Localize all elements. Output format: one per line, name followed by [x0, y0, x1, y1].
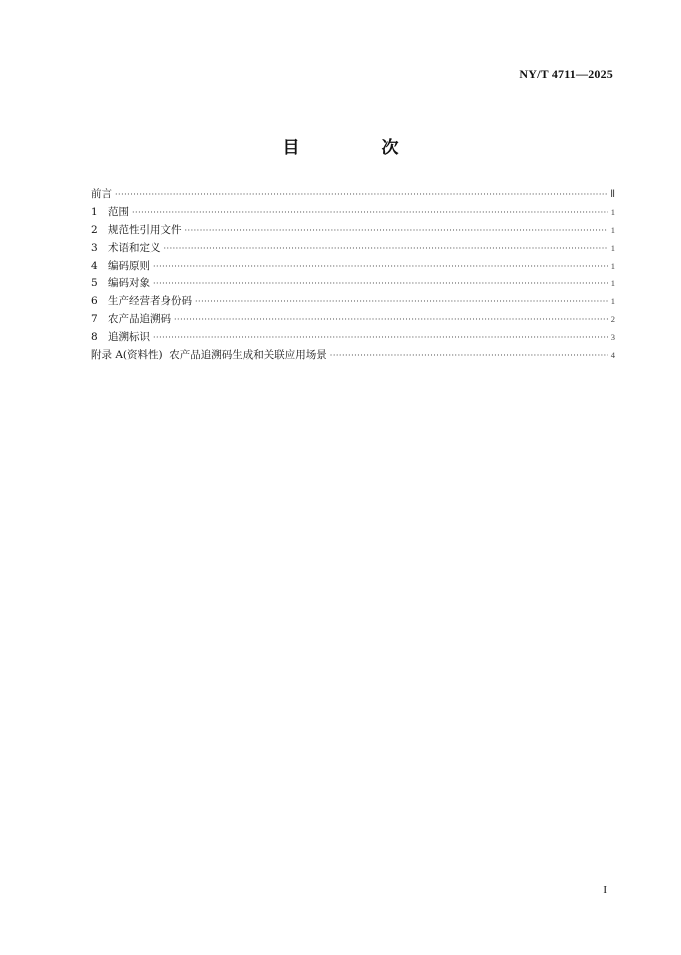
toc-entry-label: 前言: [91, 188, 112, 200]
toc-entry-number: 4: [91, 259, 98, 272]
toc-entry-number: 8: [91, 331, 98, 344]
toc-entry-normative-references[interactable]: [91, 222, 615, 240]
toc-leader-dots: [132, 204, 608, 222]
toc-leader-dots: [330, 347, 608, 365]
toc-entry-page: 4: [610, 350, 615, 361]
toc-entry-page: 3: [610, 332, 615, 343]
page-number: I: [603, 884, 607, 896]
toc-entry-scope[interactable]: [91, 204, 615, 222]
toc-entry-number: 6: [91, 295, 98, 308]
toc-entry-label: 范围: [108, 205, 129, 218]
toc-leader-dots: [195, 293, 608, 311]
toc-entry-label: 编码原则: [108, 259, 150, 272]
toc-entry-label: 规范性引用文件: [108, 223, 182, 236]
toc-entry-coding-objects[interactable]: [91, 275, 615, 293]
toc-entry-page: 1: [610, 242, 615, 253]
toc-entry-number: 3: [91, 241, 98, 254]
toc-leader-dots: [153, 258, 608, 276]
toc-leader-dots: [164, 240, 608, 258]
toc-entry-page: 1: [610, 296, 615, 307]
toc-entry-page: 1: [610, 278, 615, 289]
toc-leader-dots: [185, 222, 608, 240]
toc-entry-number: 2: [91, 223, 98, 236]
toc-entry-page: 1: [610, 260, 615, 271]
toc-leader-dots: [115, 186, 607, 204]
toc-entry-page: 1: [610, 206, 615, 217]
toc-entry-label: 农产品追溯码: [108, 313, 171, 326]
toc-entry-label: 术语和定义: [108, 241, 161, 254]
toc-entry-number: 7: [91, 313, 98, 326]
toc-entry-traceability-code[interactable]: [91, 311, 615, 329]
toc-entry-annex-a[interactable]: [91, 347, 615, 365]
toc-entry-number: 1: [91, 205, 98, 218]
toc-entry-page: 2: [610, 314, 615, 325]
toc-leader-dots: [153, 275, 608, 293]
toc-entry-page: Ⅱ: [610, 189, 615, 200]
table-of-contents: [91, 186, 615, 365]
toc-entry-number: 5: [91, 277, 98, 290]
toc-leader-dots: [174, 311, 608, 329]
toc-entry-page: 1: [610, 224, 615, 235]
toc-entry-terms-definitions[interactable]: [91, 240, 615, 258]
toc-entry-foreword[interactable]: [91, 186, 615, 204]
toc-entry-label: 追溯标识: [108, 331, 150, 344]
toc-entry-label: 生产经营者身份码: [108, 295, 192, 308]
toc-entry-label: 编码对象: [108, 277, 150, 290]
toc-title: 目 次: [282, 138, 437, 158]
toc-entry-traceability-label[interactable]: [91, 329, 615, 347]
toc-leader-dots: [153, 329, 608, 347]
standard-number: NY/T 4711—2025: [519, 67, 613, 81]
toc-entry-label: 附录 A(资料性) 农产品追溯码生成和关联应用场景: [91, 349, 327, 362]
toc-entry-coding-principles[interactable]: [91, 258, 615, 276]
toc-entry-producer-id-code[interactable]: [91, 293, 615, 311]
